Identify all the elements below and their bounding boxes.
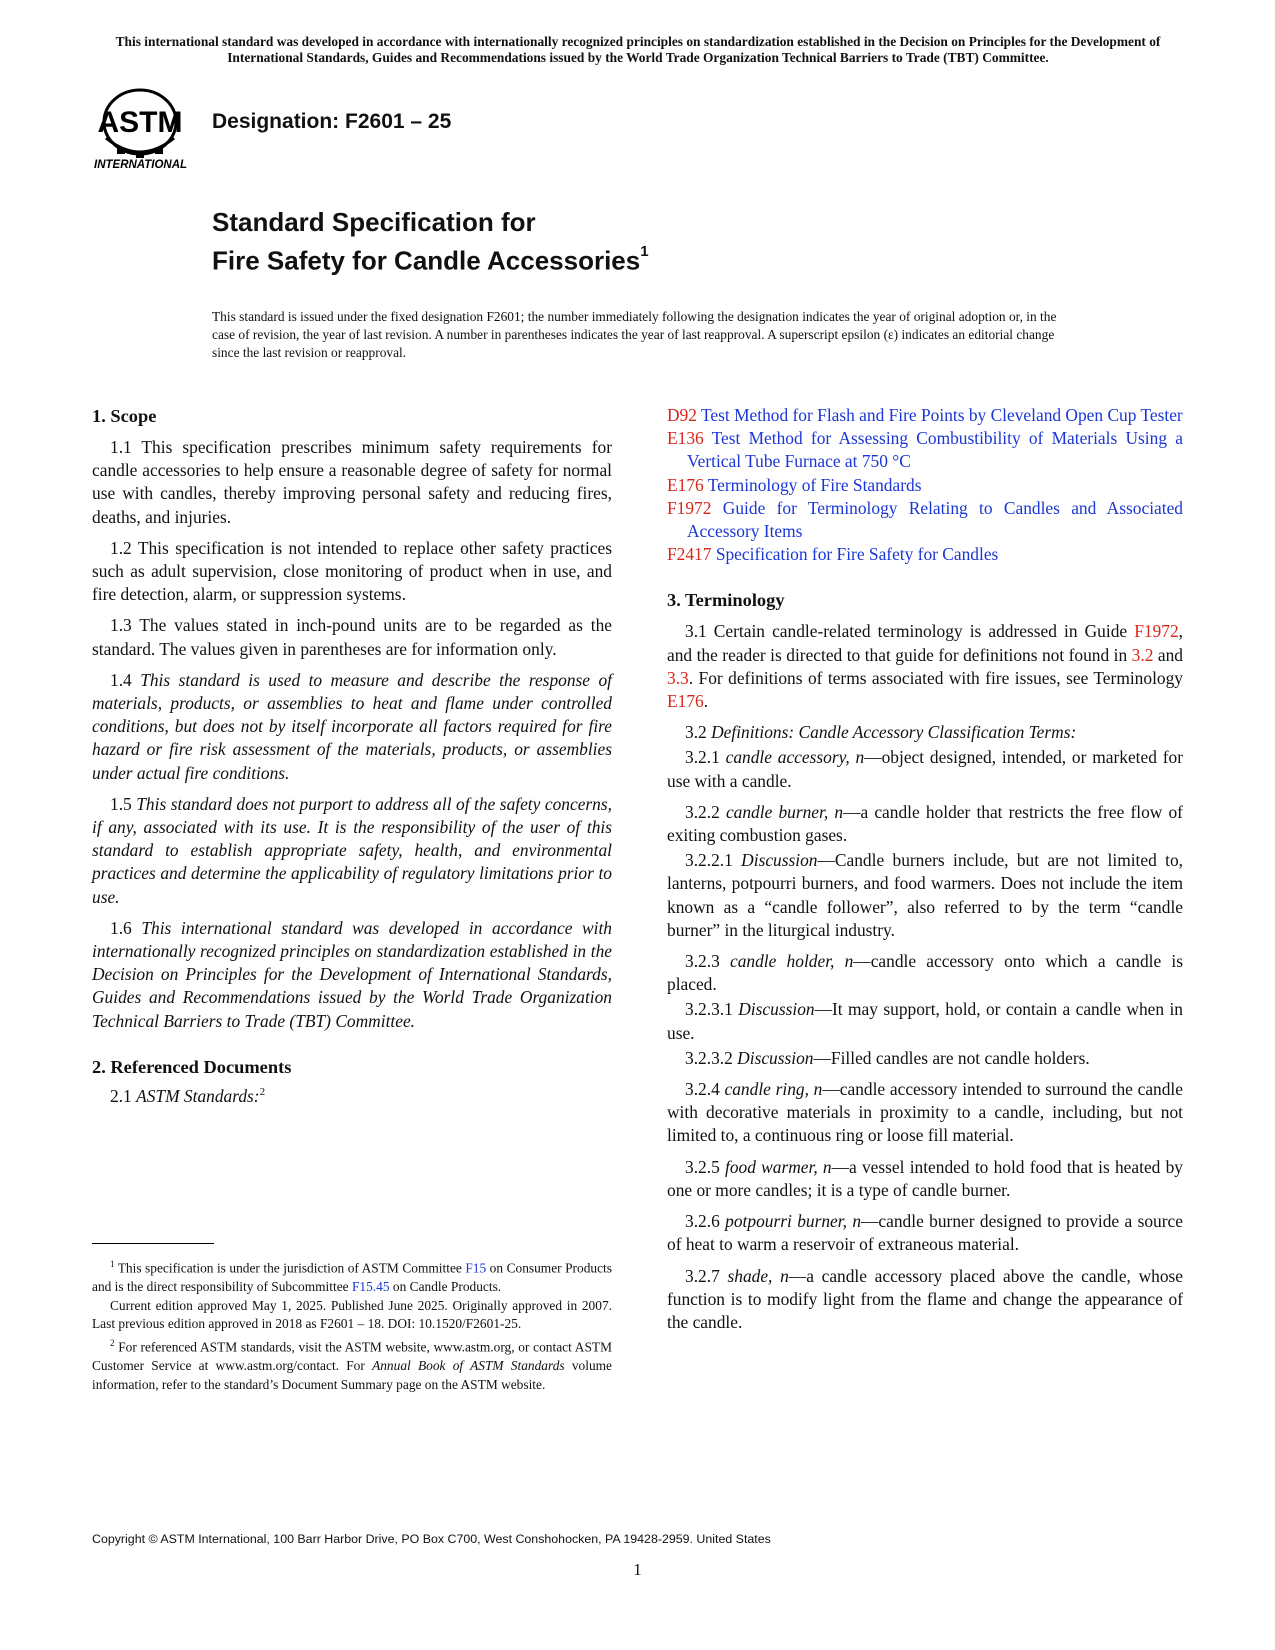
svg-text:INTERNATIONAL: INTERNATIONAL — [94, 159, 188, 171]
paragraph-1-1: 1.1 This specification prescribes minimum safety requirements for candle accessories to help ensure a reasonable degree of safety for normal use with candles, thereby improving personal safety and reducing fires, deaths, and injuries. — [92, 437, 612, 527]
reference-f1972 — [667, 497, 1183, 543]
reference-e136 — [667, 427, 1183, 473]
link-e176[interactable]: E176 — [667, 691, 704, 712]
definition-3-2-3: 3.2.3 candle holder, n—candle accessory onto which a candle is placed. — [667, 951, 1184, 995]
reference-title-link[interactable]: Terminology of Fire Standards — [707, 474, 922, 495]
footnote-1-edition: Current edition approved May 1, 2025. Published June 2025. Originally approved in 2007. Last previous edition approved in 2018 as F2601 – 18. DOI: 10.1520/F2601-25. — [92, 1297, 612, 1332]
copyright-line: Copyright © ASTM International, 100 Barr Harbor Drive, PO Box C700, West Conshohocken, PA 19428-2959. United States — [92, 1532, 771, 1546]
footnote-1: $^1$ This specification is under the jurisdiction of ASTM Committee F15 on Consumer Products and is the direct responsibility of Subcommittee F15.45 on Candle Products. — [92, 1259, 612, 1295]
definition-3-2-6: 3.2.6 potpourri burner, n—candle burner designed to provide a source of heat to warm a reservoir of extraneous material. — [667, 1211, 1183, 1255]
link-3-3[interactable]: 3.3 — [667, 667, 689, 688]
footnote-2: $^2$ For referenced ASTM standards, visit the ASTM website, www.astm.org, or contact ASTM Customer Service at www.astm.org/contact. For Annual Book of ASTM Standards volume information, refer to the standard’s Document Summary page on the ASTM website. — [92, 1337, 612, 1392]
right-column — [667, 404, 1183, 1334]
reference-title-link[interactable]: Guide for Terminology Relating to Candles and Associated Accessory Items — [687, 497, 1183, 542]
footnotes — [92, 1255, 612, 1394]
definition-3-2-2: 3.2.2 candle burner, n—a candle holder that restricts the free flow of exiting combustion gases. — [667, 801, 1183, 846]
reference-code-link[interactable]: F1972 — [667, 497, 712, 518]
title-line-1: Standard Specification for — [212, 207, 536, 237]
section-3-heading: 3. Terminology — [667, 590, 785, 611]
definition-3-2-1: 3.2.1 candle accessory, n—object designed, intended, or marketed for use with a candle. — [667, 747, 1183, 791]
reference-code-link[interactable]: E176 — [667, 474, 704, 495]
link-f1972[interactable]: F1972 — [1134, 621, 1179, 642]
reference-title-link[interactable]: Test Method for Flash and Fire Points by Cleveland Open Cup Tester — [701, 405, 1183, 425]
footnote-rule — [92, 1243, 214, 1244]
designation: Designation: F2601 – 25 — [212, 110, 452, 133]
reference-title-link[interactable]: Test Method for Assessing Combustibility of Materials Using a Vertical Tube Furnace at 750 °C — [687, 428, 1183, 472]
reference-e176 — [667, 474, 1183, 497]
definition-3-2-4: 3.2.4 candle ring, n—candle accessory intended to surround the candle with decorative materials in proximity to a candle, including, but not limited to, a continuous ring or loose fill material. — [667, 1079, 1183, 1146]
paragraph-1-6: 1.6 This international standard was developed in accordance with internationally recognized principles on standardization established in the Decision on Principles for the Development of International Standards, Guides and Recommendations issued by the World Trade Organization Technical Barriers to Trade (TBT) Committee. — [92, 917, 612, 1031]
paragraph-1-3: 1.3 The values stated in inch-pound units are to be regarded as the standard. The values given in parentheses are for information only. — [92, 615, 612, 659]
svg-text:ASTM: ASTM — [97, 106, 183, 139]
reference-d92 — [667, 404, 1183, 427]
definition-3-2-7: 3.2.7 shade, n—a candle accessory placed above the candle, whose function is to modify light from the flame and change the appearance of the candle. — [667, 1265, 1184, 1332]
definition-3-2-3-2: 3.2.3.2 Discussion—Filled candles are not candle holders. — [685, 1047, 1090, 1068]
definition-3-2-5: 3.2.5 food warmer, n—a vessel intended to hold food that is heated by one or more candles; it is a type of candle burner. — [667, 1156, 1183, 1200]
reference-code-link[interactable]: E136 — [667, 428, 704, 449]
paragraph-2-1: 2.1 ASTM Standards:$^2$ — [110, 1085, 266, 1106]
paragraph-3-1: 3.1 Certain candle-related terminology is addressed in Guide F1972, and the reader is directed to that guide for definitions not found in 3.2 and 3.3. For definitions of terms associated with fire issues, see Terminology E176. — [667, 621, 1183, 712]
astm-logo — [92, 88, 196, 178]
issued-note: This standard is issued under the fixed designation F2601; the number immediately following the designation indicates the year of original adoption or, in the case of revision, the year of last revision. A number in parentheses indicates the year of last reapproval. A superscript epsilon (ε) indicates an editorial change since the last revision or reapproval. — [212, 309, 1057, 360]
definition-3-2-2-1: 3.2.2.1 Discussion—Candle burners include, but are not limited to, lanterns, potpourri burners, and food warmers. Does not include the item known as a “candle follower”, also referred to by the term “candle burner” in the liturgical industry. — [667, 850, 1184, 940]
section-2-heading: 2. Referenced Documents — [92, 1056, 292, 1077]
left-column — [92, 404, 612, 1108]
link-f15-45[interactable]: F15.45 — [351, 1279, 390, 1295]
link-3-2[interactable]: 3.2 — [1131, 644, 1154, 665]
paragraph-1-4: 1.4 This standard is used to measure and describe the response of materials, products, or assemblies to heat and flame under controlled conditions, but does not by itself incorporate all factors required for fire hazard or fire risk assessment of the materials, products, or assemblies under actual fire conditions. — [92, 669, 612, 783]
paragraph-1-5: 1.5 This standard does not purport to address all of the safety concerns, if any, associated with its use. It is the responsibility of the user of this standard to establish appropriate safety, health, and environmental practices and determine the applicability of regulatory limitations prior to use. — [92, 793, 612, 907]
paragraph-3-2: 3.2 Definitions: Candle Accessory Classification Terms: — [685, 722, 1077, 743]
international-standard-notice: This international standard was developed in accordance with internationally recognized principles on standardization established in the Decision on Principles for the Development of International Standards, Guides and Recommendations issued by the World Trade Organization Technical Barriers to Trade (TBT) Committee. — [115, 34, 1161, 65]
definition-3-2-3-1: 3.2.3.1 Discussion—It may support, hold, or contain a candle when in use. — [667, 999, 1184, 1043]
paragraph-1-2: 1.2 This specification is not intended to replace other safety practices such as adult supervision, close monitoring of product when in use, and fire detection, alarm, or suppression systems. — [92, 537, 612, 605]
title-footnote-mark: 1 — [640, 243, 649, 260]
reference-f2417 — [667, 543, 1183, 566]
title-line-2: Fire Safety for Candle Accessories$^1$ — [212, 243, 649, 276]
section-1-heading: 1. Scope — [92, 406, 157, 426]
reference-title-link[interactable]: Specification for Fire Safety for Candles — [715, 544, 999, 565]
page-number: 1 — [633, 1560, 642, 1579]
document-title — [212, 206, 649, 278]
reference-code-link[interactable]: D92 — [667, 405, 697, 425]
reference-code-link[interactable]: F2417 — [667, 544, 712, 565]
astm-logo-icon — [92, 88, 196, 178]
link-f15[interactable]: F15 — [465, 1260, 487, 1276]
